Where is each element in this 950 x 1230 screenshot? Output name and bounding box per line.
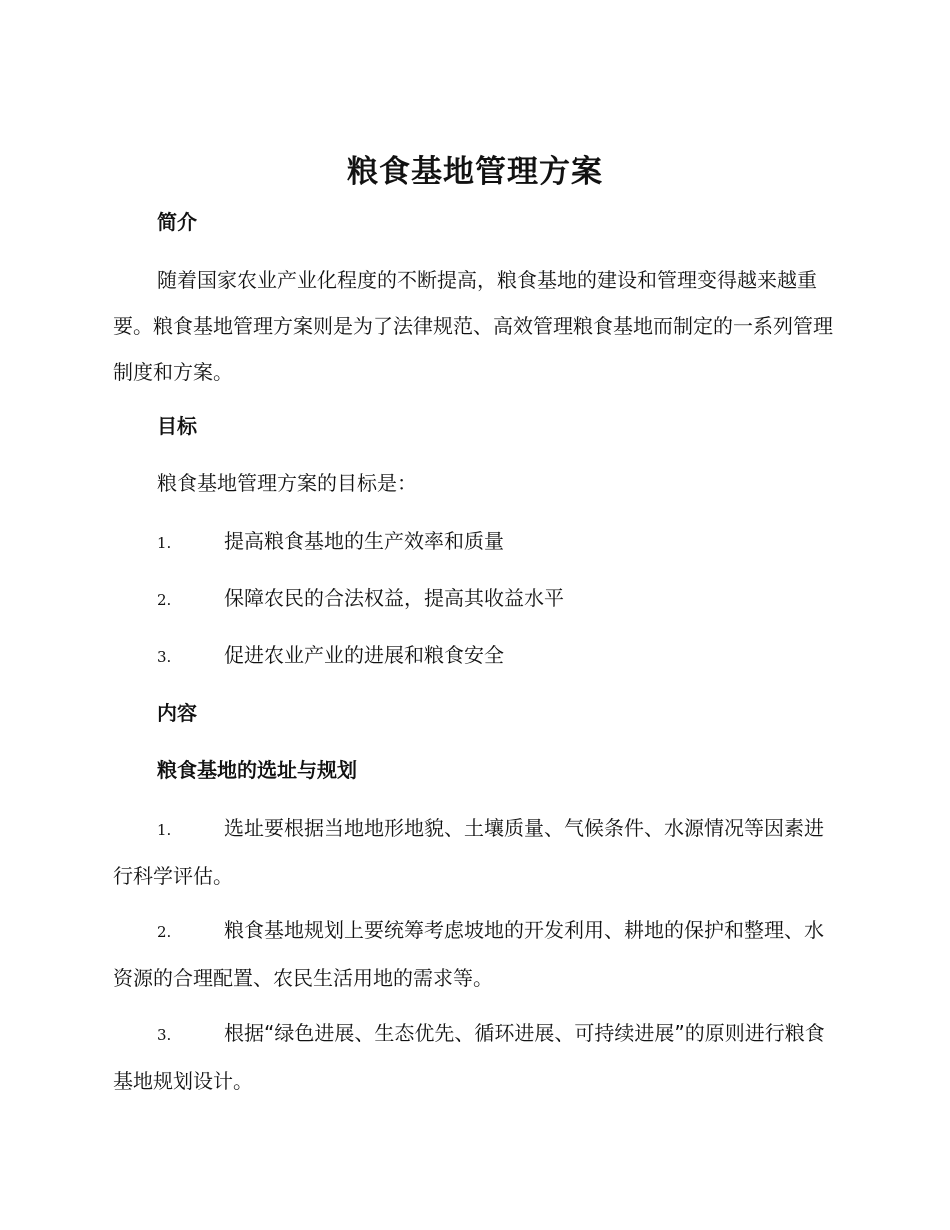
site-planning-subheading: 粮食基地的选址与规划 [157,758,357,782]
planning-item-text: 粮食基地规划上要统筹考虑坡地的开发利用、耕地的保护和整理、水资源的合理配置、农民生活用地的需求等。 [113,918,824,990]
planning-item-number: 1. [157,821,172,839]
goal-item [157,641,837,671]
goal-item [157,527,837,557]
goal-item-text: 保障农民的合法权益，提高其收益水平 [224,586,564,610]
planning-item-text: 选址要根据当地地形地貌、土壤质量、气候条件、水源情况等因素进行科学评估。 [113,816,824,888]
goal-item-number: 2. [157,591,172,609]
goal-item-text: 促进农业产业的进展和粮食安全 [224,643,504,667]
planning-item [113,805,835,899]
goal-item-number: 1. [157,534,172,552]
intro-paragraph [113,257,833,395]
planning-item [113,1010,835,1104]
goal-item-text: 提高粮食基地的生产效率和质量 [224,529,504,553]
goal-item-number: 3. [157,648,172,666]
planning-item-number: 2. [157,923,172,941]
goals-lead: 粮食基地管理方案的目标是： [157,471,417,495]
planning-item-number: 3. [157,1026,172,1044]
goals-heading: 目标 [157,414,197,438]
goal-item [157,584,837,614]
document-title: 粮食基地管理方案 [347,154,603,190]
intro-body: 随着国家农业产业化程度的不断提高，粮食基地的建设和管理变得越来越重要。粮食基地管理方案则是为了法律规范、高效管理粮食基地而制定的一系列管理制度和方案。 [113,268,833,384]
planning-item-text: 根据“绿色进展、生态优先、循环进展、可持续进展”的原则进行粮食基地规划设计。 [113,1021,825,1093]
intro-heading: 简介 [157,210,197,234]
planning-item [113,907,835,1001]
content-heading: 内容 [157,701,197,725]
